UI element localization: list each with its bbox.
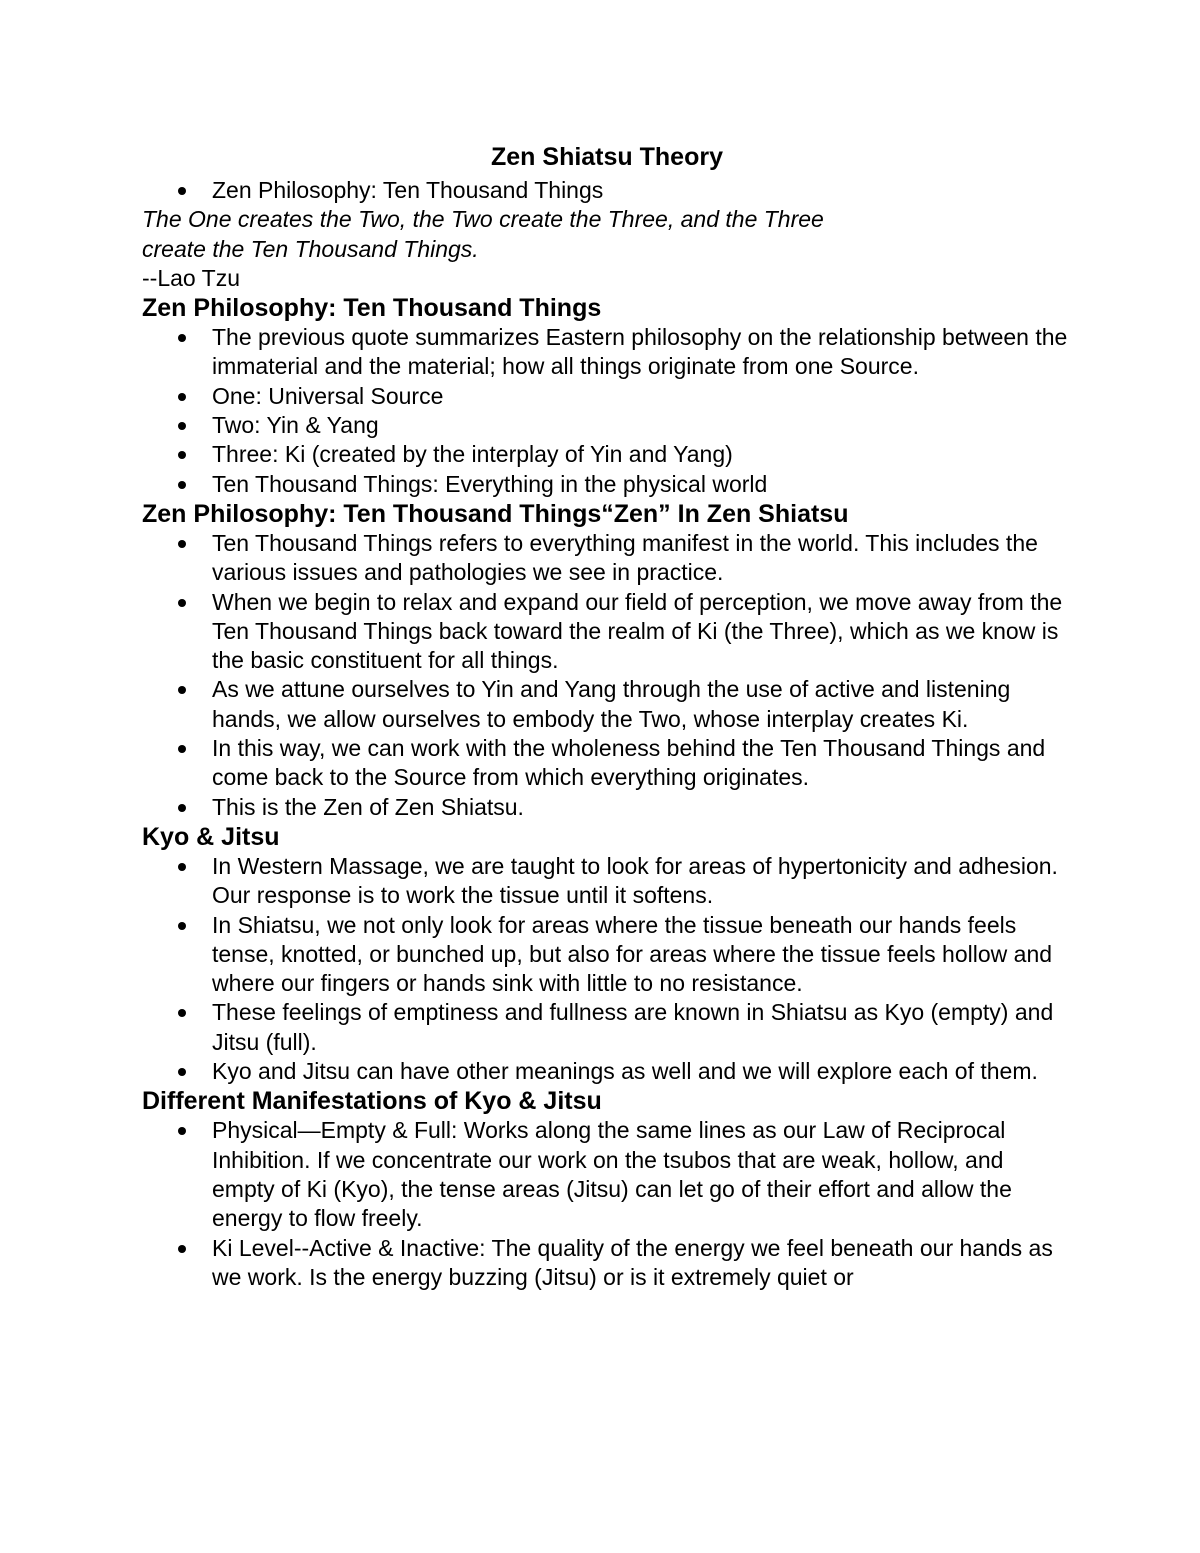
list-item-text: In this way, we can work with the wholeness behind the Ten Thousand Things and come back to the Source from which everything originates. xyxy=(212,735,1046,791)
bullet-icon xyxy=(178,599,186,607)
section-list xyxy=(142,1116,1072,1292)
list-item xyxy=(212,998,1072,1057)
list-item-text: This is the Zen of Zen Shiatsu. xyxy=(212,793,524,820)
bullet-icon xyxy=(178,334,186,342)
section-list xyxy=(142,529,1072,822)
bullet-icon xyxy=(178,804,186,812)
quote-attribution: --Lao Tzu xyxy=(142,264,241,291)
bullet-icon xyxy=(178,1068,186,1076)
list-item-text: One: Universal Source xyxy=(212,382,444,409)
list-item-text: Two: Yin & Yang xyxy=(212,412,379,439)
bullet-icon xyxy=(178,686,186,694)
list-item xyxy=(212,440,1072,469)
list-item-text: Ki Level--Active & Inactive: The quality of the energy we feel beneath our hands as we work. Is the energy buzzing (Jitsu) or is it extremely quiet or xyxy=(212,1234,1053,1290)
list-item-text: The previous quote summarizes Eastern philosophy on the relationship between the immaterial and the material; how all things originate from one Source. xyxy=(212,324,1068,380)
page-title: Zen Shiatsu Theory xyxy=(491,143,723,171)
list-item xyxy=(212,382,1072,411)
bullet-icon xyxy=(178,922,186,930)
list-item xyxy=(212,852,1072,911)
bullet-icon xyxy=(178,393,186,401)
list-item-text: Three: Ki (created by the interplay of Yin and Yang) xyxy=(212,441,733,468)
list-item xyxy=(212,1116,1072,1233)
list-item xyxy=(212,734,1072,793)
bullet-icon xyxy=(178,540,186,548)
list-item-text: Kyo and Jitsu can have other meanings as well and we will explore each of them. xyxy=(212,1058,1038,1085)
section-heading: Kyo & Jitsu xyxy=(142,822,280,851)
list-item xyxy=(212,1057,1072,1086)
list-item-text: Physical—Empty & Full: Works along the same lines as our Law of Reciprocal Inhibition. If we concentrate our work on the tsubos that are weak, hollow, and empty of Ki (Kyo), the tense areas (Jitsu) can let go of their effort and allow the energy to flow freely. xyxy=(212,1117,1012,1232)
list-item xyxy=(212,176,1072,205)
quote-line: The One creates the Two, the Two create the Three, and the Three xyxy=(142,206,824,233)
list-item xyxy=(212,323,1072,382)
bullet-icon xyxy=(178,1245,186,1253)
section-heading: Zen Philosophy: Ten Thousand Things“Zen” In Zen Shiatsu xyxy=(142,499,849,528)
list-item-text: When we begin to relax and expand our field of perception, we move away from the Ten Thousand Things back toward the realm of Ki (the Three), which as we know is the basic constituent for all things. xyxy=(212,588,1063,674)
quote-line: create the Ten Thousand Things. xyxy=(142,235,479,262)
list-item-text: Ten Thousand Things refers to everything manifest in the world. This includes the various issues and pathologies we see in practice. xyxy=(212,529,1038,586)
list-item xyxy=(212,675,1072,734)
list-item xyxy=(212,411,1072,440)
section-list xyxy=(142,852,1072,1086)
bullet-icon xyxy=(178,1127,186,1135)
bullet-icon xyxy=(178,451,186,459)
bullet-icon xyxy=(178,422,186,430)
document-body xyxy=(142,140,1072,1292)
list-item-text: These feelings of emptiness and fullness are known in Shiatsu as Kyo (empty) and Jitsu (full). xyxy=(212,999,1054,1055)
intro-list xyxy=(142,176,1072,205)
bullet-icon xyxy=(178,187,186,195)
list-item xyxy=(212,793,1072,822)
list-item xyxy=(212,911,1072,999)
list-item-text: Ten Thousand Things: Everything in the physical world xyxy=(212,470,768,497)
list-item-text: In Western Massage, we are taught to look for areas of hypertonicity and adhesion. Our response is to work the tissue until it softens. xyxy=(212,852,1058,909)
bullet-icon xyxy=(178,481,186,489)
list-item xyxy=(212,529,1072,588)
section-heading: Zen Philosophy: Ten Thousand Things xyxy=(142,294,602,323)
list-item xyxy=(212,1234,1072,1293)
section-heading: Different Manifestations of Kyo & Jitsu xyxy=(142,1087,602,1116)
bullet-icon xyxy=(178,745,186,753)
bullet-icon xyxy=(178,863,186,871)
list-item-text: As we attune ourselves to Yin and Yang through the use of active and listening hands, we allow ourselves to embody the Two, whose interplay creates Ki. xyxy=(212,676,1011,732)
list-item-text: In Shiatsu, we not only look for areas where the tissue beneath our hands feels tense, knotted, or bunched up, but also for areas where the tissue feels hollow and where our fingers or hands sink with little to no resistance. xyxy=(212,911,1053,997)
list-item-text: Zen Philosophy: Ten Thousand Things xyxy=(212,177,604,203)
section-list xyxy=(142,323,1072,499)
list-item xyxy=(212,470,1072,499)
bullet-icon xyxy=(178,1009,186,1017)
list-item xyxy=(212,588,1072,676)
